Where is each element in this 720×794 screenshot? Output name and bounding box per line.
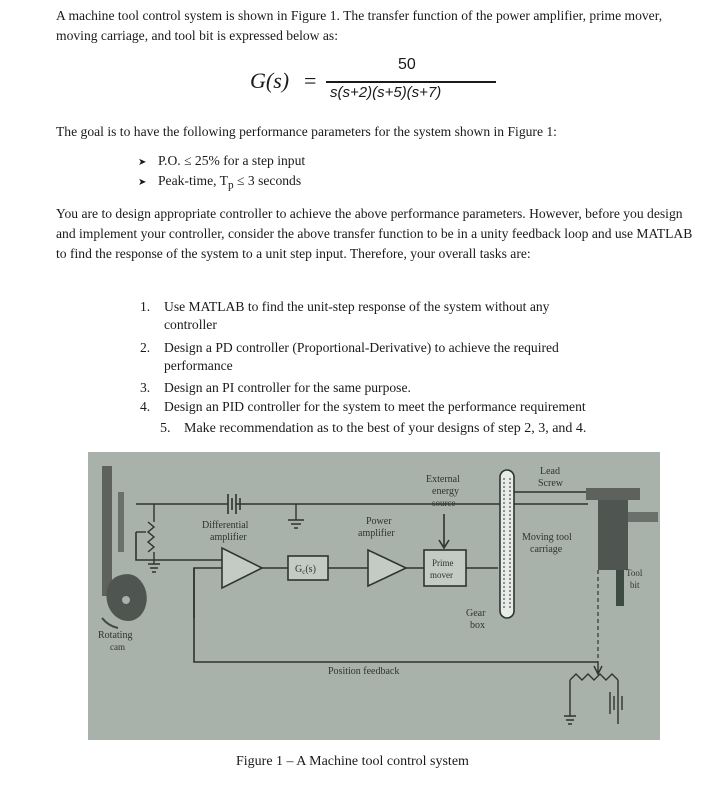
differential-amplifier-label: amplifier [210, 532, 247, 543]
rotating-cam-label: Rotating [98, 630, 133, 641]
equation-numerator: 50 [398, 56, 416, 73]
intro-paragraph: A machine tool control system is shown in Figure 1. The transfer function of the power amplifier, prime mover, moving carriage, and tool bit is expressed below as: [56, 8, 663, 43]
power-amplifier [368, 550, 406, 586]
prime-mover-label: mover [430, 570, 453, 580]
prime-mover-label: Prime [432, 558, 454, 568]
task-text-continued: performance [164, 358, 233, 373]
follower-rod [102, 466, 112, 596]
task-number: 1. [140, 299, 151, 314]
task-item [160, 420, 720, 438]
ground-icon [288, 504, 304, 528]
task-number: 2. [140, 340, 151, 355]
moving-tool-label: Moving tool [522, 532, 572, 543]
design-paragraph: You are to design appropriate controller to achieve the above performance parameters. However, before you design and implement your controller, consider the above transfer function to be in a unity feedback loop and use MATLAB to find the response of the system to a unit step input. Therefore, your overall tasks are: [56, 206, 693, 261]
cam-rotation-icon [102, 618, 118, 628]
tool-carriage [598, 494, 628, 570]
task-text: Design a PD controller (Proportional-Derivative) to achieve the required [164, 340, 559, 355]
task-text: Design an PI controller for the same purpose. [164, 380, 411, 395]
task-item [140, 379, 700, 397]
energy-arrow-icon [439, 514, 449, 548]
tool-bit-label: Tool [626, 568, 643, 578]
battery-icon [610, 680, 622, 724]
feedback-line [194, 568, 598, 662]
task-text: Make recommendation as to the best of your designs of step 2, 3, and 4. [184, 421, 587, 436]
wiper-arrow-icon [594, 662, 602, 674]
lead-screw-label: Lead [540, 466, 560, 477]
prime-mover-block [424, 550, 466, 586]
arrow-bullet-icon: ➤ [138, 177, 147, 188]
arrow-bullet-icon: ➤ [138, 157, 147, 168]
equation-lhs: G(s) [250, 68, 290, 93]
power-amplifier-label: Power [366, 516, 392, 527]
tool-bit [616, 570, 624, 606]
carriage-rail [586, 488, 640, 500]
performance-label: P.O. ≤ 25% for a step input [158, 153, 306, 168]
gear-box-label: box [470, 620, 485, 631]
ground-icon [564, 680, 576, 724]
task-item [140, 298, 700, 334]
performance-item-peak-time [138, 171, 301, 196]
controller-label: $G_c(s)$ [295, 564, 316, 576]
follower-guide [118, 492, 124, 552]
task-text-continued: controller [164, 317, 217, 332]
external-energy-label: External [426, 474, 460, 485]
position-feedback-label: Position feedback [328, 666, 400, 677]
input-potentiometer [148, 504, 154, 564]
performance-label: Peak-time, T [158, 173, 228, 188]
differential-amplifier [222, 548, 262, 588]
carriage-arm [628, 512, 658, 522]
task-number: 3. [140, 380, 151, 395]
ground-icon [148, 564, 160, 572]
diagram-svg [88, 452, 660, 740]
task-number: 4. [140, 399, 151, 414]
rotating-cam-label: cam [110, 642, 125, 652]
moving-tool-label: carriage [530, 544, 563, 555]
gear-box-column [500, 470, 514, 618]
performance-subscript: p [227, 179, 234, 192]
feedback-potentiometer [570, 674, 618, 680]
gear-box-label: Gear [466, 608, 486, 619]
performance-rest: ≤ 3 seconds [237, 173, 302, 188]
lead-screw-label: Screw [538, 478, 563, 489]
fraction-bar [326, 81, 496, 83]
task-item [140, 398, 700, 416]
cam-pivot [122, 596, 130, 604]
differential-amplifier-label: Differential [202, 520, 249, 531]
task-text: Use MATLAB to find the unit-step response of the system without any [164, 299, 550, 314]
machine-tool-diagram [88, 452, 660, 740]
task-item [140, 339, 700, 375]
tool-bit-label: bit [630, 580, 640, 590]
task-text: Design an PID controller for the system to meet the performance requirement [164, 399, 586, 414]
power-amplifier-label: amplifier [358, 528, 395, 539]
figure-caption: Figure 1 – A Machine tool control system [236, 754, 469, 769]
external-energy-label: source [432, 498, 456, 508]
equation-equals: = [304, 68, 317, 93]
external-energy-label: energy [432, 486, 460, 497]
transfer-function-equation [250, 56, 510, 106]
performance-item-overshoot [138, 151, 305, 173]
goal-paragraph: The goal is to have the following performance parameters for the system shown in Figure 1: [56, 124, 557, 139]
equation-denominator: s(s+2)(s+5)(s+7) [330, 84, 442, 101]
task-number: 5. [160, 421, 171, 436]
